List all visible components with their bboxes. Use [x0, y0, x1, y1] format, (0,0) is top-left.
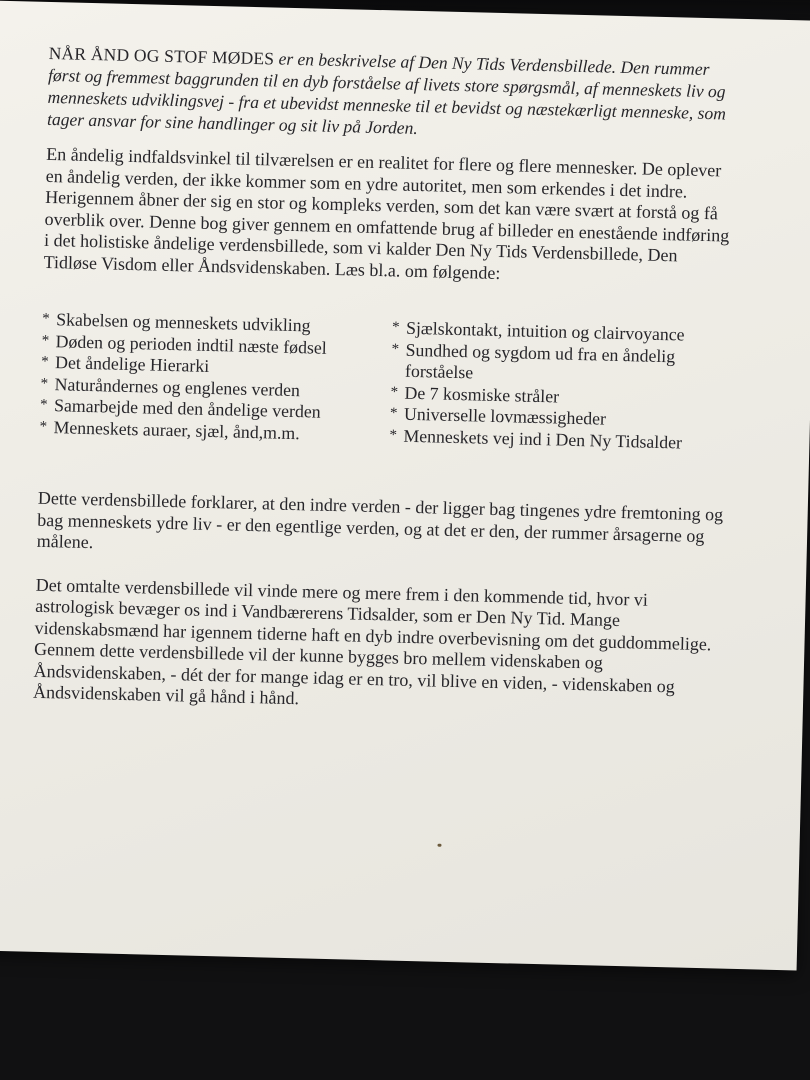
- list-item-text: Skabelsen og menneskets udvikling: [55, 309, 311, 336]
- list-item-text: Døden og perioden indtil næste fødsel: [55, 330, 327, 358]
- bullet-star: *: [391, 340, 400, 358]
- bullet-star: *: [39, 396, 48, 414]
- paragraph-2: En åndelig indfaldsvinkel til tilværelsen er en realitet for flere og flere mennesker. De oplever en åndelig verden, der ikke kommer som en ydre autoritet, men som erkendes i det indre. Herigennem åbner der sig en stor og kompleks verden, som det kan være svært at forstå og få overblik over. Denne bog giver gennem en omfattende brug af billeder en enestående indføring i det holistiske åndelige verdensbillede, som vi kalder Den Ny Tids Verdensbillede, Den Tidløse Visdom eller Åndsvidenskaben. Læs bl.a. om følgende:: [43, 143, 730, 283]
- bullet-star: *: [389, 405, 398, 422]
- paragraph-3: Dette verdensbillede forklarer, at den indre verden - der ligger bag tingenes ydre fremtoning og bag menneskets ydre liv - er den egentlige verden, og at det er den, der rummer årsagerne og målene.: [36, 487, 724, 553]
- topic-list-left: [39, 309, 392, 447]
- bullet-star: *: [41, 332, 50, 349]
- page-text-block: [33, 42, 739, 720]
- topic-list-right: [389, 317, 732, 454]
- intro-paragraph: [47, 42, 739, 147]
- bullet-star: *: [389, 426, 398, 444]
- bullet-star: *: [42, 310, 50, 328]
- bullet-star: *: [40, 375, 49, 392]
- list-item-text: Samarbejde med den åndelige verden: [53, 395, 321, 422]
- bullet-star: *: [390, 383, 399, 401]
- list-item-text: Det åndelige Hierarki: [54, 352, 210, 376]
- list-item-text: De 7 kosmiske stråler: [404, 382, 560, 407]
- bullet-star: *: [40, 353, 49, 371]
- bullet-star: *: [39, 418, 48, 435]
- bullet-star: *: [391, 319, 400, 336]
- intro-text: er en beskrivelse af Den Ny Tids Verdensbillede. Den rummer først og fremmest baggrunden til en dyb forståelse af livets store spørgsmål, af menneskets liv og menneskets udviklingsvej - fra et ubevidst menneske til et bevidst og næstekærligt menneske, som tager ansvar for sine handlinger og sit liv på Jorden.: [46, 48, 727, 138]
- topic-lists: [39, 309, 732, 455]
- list-item-text: Menneskets auraer, sjæl, ånd,m.m.: [53, 416, 300, 443]
- paper-speck: [437, 844, 441, 847]
- list-item-text: Sjælskontakt, intuition og clairvoyance: [405, 317, 685, 345]
- paragraph-4: Det omtalte verdensbillede vil vinde mere og mere frem i den kommende tid, hvor vi astrologisk bevæger os ind i Vandbærerens Tidsalder, som er Den Ny Tid. Mange videnskabsmænd har igennem tiderne haft en dyb indre overbevisning om det guddommelige. Gennem dette verdensbillede vil der kunne bygges bro mellem videnskaben og Åndsvidenskaben, - dét der for mange idag er en tro, vil blive en viden, - videnskaben og Åndsvidenskaben vil gå hånd i hånd.: [32, 574, 712, 709]
- list-item-text: Sundhed og sygdom ud fra en åndelig forståelse: [404, 339, 676, 383]
- list-item-text: Naturåndernes og englenes verden: [54, 373, 301, 400]
- list-item-text: Menneskets vej ind i Den Ny Tidsalder: [403, 425, 683, 453]
- intro-lead: NÅR ÅND OG STOF MØDES: [48, 42, 275, 69]
- list-item-text: Universelle lovmæssigheder: [403, 403, 607, 429]
